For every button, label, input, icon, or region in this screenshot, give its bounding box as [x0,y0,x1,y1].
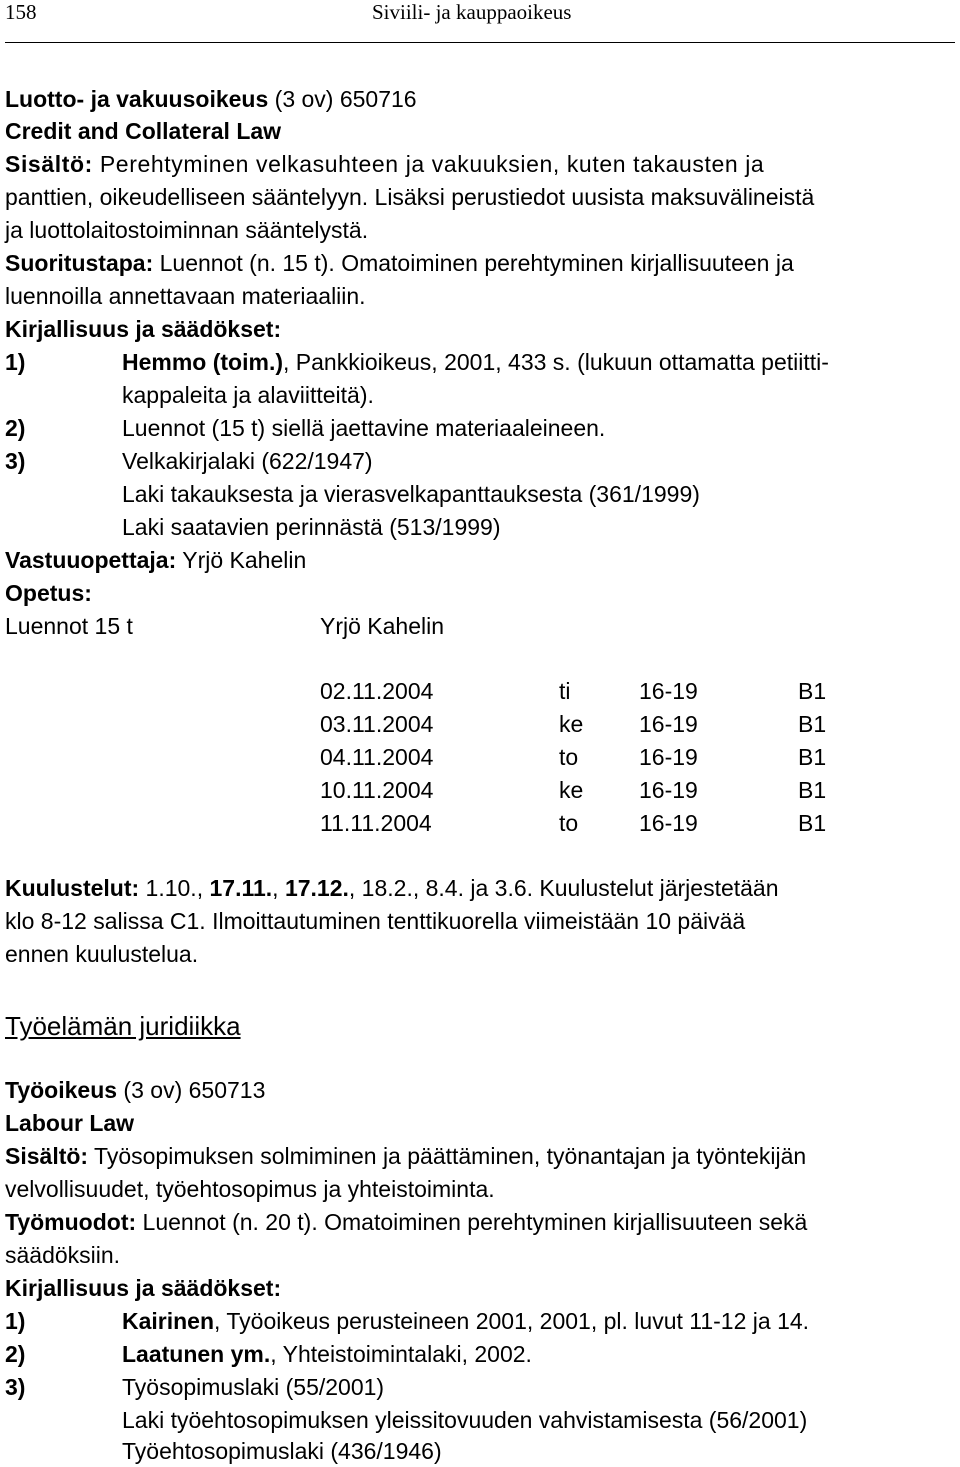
schedule-room: B1 [798,810,827,836]
course-name: Luotto- ja vakuusoikeus [5,86,269,112]
schedule-time: 16-19 [639,711,698,737]
course-english-title: Credit and Collateral Law [5,118,282,144]
exam-date-bold: 17.12. [284,875,349,901]
author: Laatunen ym. [122,1341,271,1367]
method-line: säädöksiin. [5,1242,121,1268]
exams-line: klo 8-12 salissa C1. Ilmoittautuminen tenttikuorella viimeistään 10 päivää [5,908,746,934]
method-line [5,1207,807,1237]
schedule-date: 10.11.2004 [320,777,434,803]
teaching-label: Opetus: [5,580,92,606]
content-text: Työsopimuksen solmiminen ja päättäminen, työnantajan ja työntekijän [88,1143,807,1169]
running-title: Siviili- ja kauppaoikeus [372,0,572,24]
content-line: ja luottolaitostoiminnan sääntelystä. [5,217,369,243]
citation: , Työoikeus perusteineen 2001, 2001, pl. luvut 11-12 ja 14. [214,1308,810,1334]
citation: , Yhteistoimintalaki, 2002. [270,1341,532,1367]
schedule-day: ti [559,678,571,704]
item-number: 2) [5,415,26,441]
course-code: (3 ov) 650716 [268,86,417,112]
course-name: Työoikeus [5,1077,118,1103]
literature-item [5,446,955,476]
statute: Työsopimuslaki (55/2001) [122,1374,385,1400]
literature-item [5,1306,955,1336]
schedule-room: B1 [798,678,827,704]
schedule-date: 03.11.2004 [320,711,434,737]
author: Kairinen [122,1308,215,1334]
page-header [5,0,955,48]
schedule-time: 16-19 [639,744,698,770]
content-label: Sisältö: [5,151,93,177]
method-label: Suoritustapa: [5,250,154,276]
method-text: Luennot (n. 20 t). Omatoiminen perehtyminen kirjallisuuteen sekä [136,1209,808,1235]
literature-item [5,1372,955,1402]
course-code: (3 ov) 650713 [117,1077,266,1103]
content-label: Sisältö: [5,1143,89,1169]
schedule-date: 11.11.2004 [320,810,432,836]
item-number: 2) [5,1341,26,1367]
responsible-name: Yrjö Kahelin [176,547,307,573]
item-number: 3) [5,1374,26,1400]
exam-dates: , 18.2., 8.4. ja 3.6. Kuulustelut järjestetään [348,875,779,901]
statute: Velkakirjalaki (622/1947) [122,448,373,474]
exams-line [5,873,779,903]
method-label: Työmuodot: [5,1209,137,1235]
responsible-teacher [5,545,306,575]
exams-label: Kuulustelut: [5,875,140,901]
header-rule [5,42,955,43]
schedule-date: 02.11.2004 [320,678,434,704]
schedule-day: ke [559,777,584,803]
content-line [5,149,764,179]
course-title [5,1075,265,1105]
citation: Luennot (15 t) siellä jaettavine materiaaleineen. [122,415,606,441]
method-line: luennoilla annettavaan materiaaliin. [5,283,366,309]
exam-date-bold: 17.11. [209,875,273,901]
citation: , Pankkioikeus, 2001, 433 s. (lukuun ottamatta petiitti- [283,349,829,375]
literature-item [5,413,955,443]
teaching-teacher: Yrjö Kahelin [320,613,445,639]
teaching-type: Luennot 15 t [5,613,133,639]
content-line: panttien, oikeudelliseen sääntelyyn. Lisäksi perustiedot uusista maksuvälineistä [5,184,815,210]
literature-label: Kirjallisuus ja säädökset: [5,1275,282,1301]
schedule-day: to [559,744,579,770]
statute: Työehtosopimuslaki (436/1946) [122,1438,442,1464]
schedule-room: B1 [798,777,827,803]
exam-dates: 1.10., [139,875,210,901]
statute: Laki työehtosopimuksen yleissitovuuden vahvistamisesta (56/2001) [122,1407,808,1433]
course-english-title: Labour Law [5,1110,135,1136]
author: Hemmo (toim.) [122,349,283,375]
schedule-day: to [559,810,579,836]
schedule-time: 16-19 [639,678,698,704]
content-text: Perehtyminen velkasuhteen ja vakuuksien, kuten takausten ja [92,151,765,177]
page-number: 158 [5,0,37,24]
literature-item [5,1339,955,1369]
schedule-room: B1 [798,744,827,770]
item-number: 1) [5,349,26,375]
course-title [5,84,417,114]
literature-label: Kirjallisuus ja säädökset: [5,316,282,342]
item-number: 1) [5,1308,26,1334]
schedule-time: 16-19 [639,810,698,836]
exams-line: ennen kuulustelua. [5,941,199,967]
item-number: 3) [5,448,26,474]
responsible-label: Vastuuopettaja: [5,547,177,573]
literature-item [5,347,955,377]
section-title: Työelämän juridiikka [5,1011,241,1041]
schedule-date: 04.11.2004 [320,744,434,770]
literature-item-continued: kappaleita ja alaviitteitä). [122,382,374,408]
statute: Laki takauksesta ja vierasvelkapanttauksesta (361/1999) [122,481,700,507]
method-line [5,248,794,278]
schedule-room: B1 [798,711,827,737]
content-line: velvollisuudet, työehtosopimus ja yhteistoiminta. [5,1176,495,1202]
statute: Laki saatavien perinnästä (513/1999) [122,514,501,540]
content-line [5,1141,806,1171]
schedule-time: 16-19 [639,777,698,803]
separator: , [272,875,285,901]
schedule-day: ke [559,711,584,737]
method-text: Luennot (n. 15 t). Omatoiminen perehtyminen kirjallisuuteen ja [153,250,794,276]
